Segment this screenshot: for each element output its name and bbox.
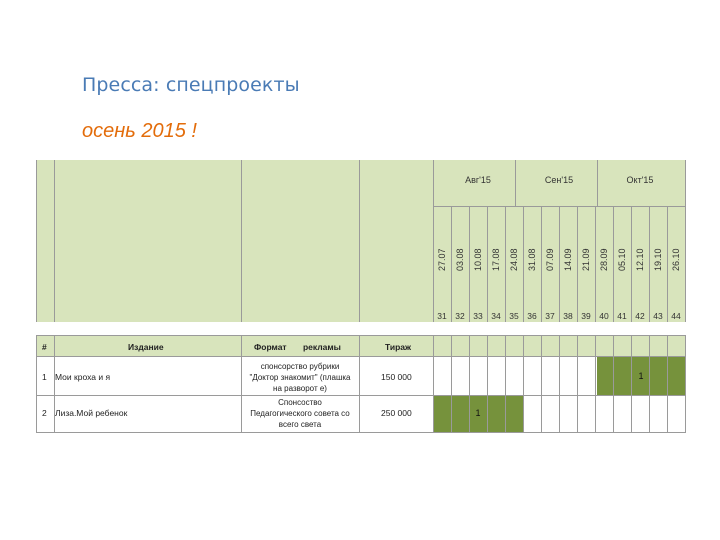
- format-line: на разворот е): [273, 384, 327, 393]
- week-grid-line: [649, 206, 650, 322]
- week-number: 37: [545, 311, 555, 321]
- week-number: 42: [635, 311, 645, 321]
- week-start-date: 05.10: [617, 248, 627, 271]
- week-grid-line: [451, 206, 452, 322]
- week-start-date: 14.09: [563, 248, 573, 271]
- row-1-edition: Мои кроха и я: [55, 372, 111, 382]
- header-grid-line: [54, 160, 55, 322]
- table-grid-line: [577, 335, 578, 432]
- week-grid-line: [469, 206, 470, 322]
- week-number: 32: [455, 311, 465, 321]
- table-grid-line: [685, 335, 686, 432]
- week-grid-line: [505, 206, 506, 322]
- week-start-date: 21.09: [581, 248, 591, 271]
- row-1-num: 1: [42, 372, 47, 382]
- week-grid-line: [667, 206, 668, 322]
- row-2-marker: 1: [475, 408, 481, 418]
- week-number: 36: [527, 311, 537, 321]
- week-number: 33: [473, 311, 483, 321]
- month-label: Окт'15: [626, 175, 654, 185]
- week-start-date: 19.10: [653, 248, 663, 271]
- table-row-line: [36, 395, 686, 396]
- week-number: 31: [437, 311, 447, 321]
- week-start-date: 17.08: [491, 248, 501, 271]
- header-circulation: Тираж: [385, 342, 412, 352]
- table-grid-line: [649, 335, 650, 432]
- week-grid-line: [487, 206, 488, 322]
- week-number: 43: [653, 311, 663, 321]
- week-start-date: 12.10: [635, 248, 645, 271]
- week-number: 38: [563, 311, 573, 321]
- row-2-format: [241, 397, 359, 430]
- table-grid-line: [667, 335, 668, 432]
- header-num: #: [42, 342, 47, 352]
- month-label: Авг'15: [465, 175, 491, 185]
- format-line: "Доктор знакомит" (плашка: [249, 373, 351, 382]
- table-grid-line: [595, 335, 596, 432]
- header-grid-line: [359, 160, 360, 322]
- row-1-circulation: 150 000: [381, 372, 412, 382]
- week-grid-line: [541, 206, 542, 322]
- table-grid-line: [541, 335, 542, 432]
- format-line: всего света: [278, 420, 322, 429]
- row-2-num: 2: [42, 408, 47, 418]
- week-start-date: 28.09: [599, 248, 609, 271]
- week-grid-line: [631, 206, 632, 322]
- table-grid-line: [613, 335, 614, 432]
- table-row-line: [36, 432, 686, 433]
- table-row-line: [36, 335, 686, 336]
- header-grid-line: [36, 160, 37, 322]
- week-number: 35: [509, 311, 519, 321]
- week-number: 41: [617, 311, 627, 321]
- week-start-date: 03.08: [455, 248, 465, 271]
- row-2-edition: Лиза.Мой ребенок: [55, 408, 128, 418]
- table-row-line: [36, 356, 686, 357]
- week-start-date: 26.10: [671, 248, 681, 271]
- header-grid-line: [685, 160, 686, 322]
- row-1-format: [241, 361, 359, 394]
- row-1-marker: 1: [638, 371, 644, 381]
- week-grid-line: [577, 206, 578, 322]
- header-edition: Издание: [128, 342, 164, 352]
- table-grid-line: [359, 335, 360, 432]
- format-line: спонсорство рубрики: [260, 362, 340, 371]
- page-subtitle: осень 2015 !: [82, 120, 197, 142]
- format-line: Педагогического совета со: [250, 409, 350, 418]
- format-line: Спонсоство: [278, 398, 322, 407]
- week-grid-line: [613, 206, 614, 322]
- row-2-circulation: 250 000: [381, 408, 412, 418]
- week-start-date: 31.08: [527, 248, 537, 271]
- month-label: Сен'15: [544, 175, 574, 185]
- week-number: 44: [671, 311, 681, 321]
- week-grid-line: [559, 206, 560, 322]
- table-grid-line: [523, 335, 524, 432]
- header-grid-line: [241, 160, 242, 322]
- week-number: 34: [491, 311, 501, 321]
- week-start-date: 27.07: [437, 248, 447, 271]
- week-start-date: 10.08: [473, 248, 483, 271]
- week-number: 40: [599, 311, 609, 321]
- table-grid-line: [631, 335, 632, 432]
- header-format: Формат рекламы: [254, 342, 341, 352]
- week-grid-line: [523, 206, 524, 322]
- table-grid-line: [559, 335, 560, 432]
- table-grid-line: [36, 335, 37, 432]
- week-number: 39: [581, 311, 591, 321]
- week-start-date: 07.09: [545, 248, 555, 271]
- week-start-date: 24.08: [509, 248, 519, 271]
- week-grid-line: [595, 206, 596, 322]
- page-title: Пресса: спецпроекты: [82, 74, 300, 96]
